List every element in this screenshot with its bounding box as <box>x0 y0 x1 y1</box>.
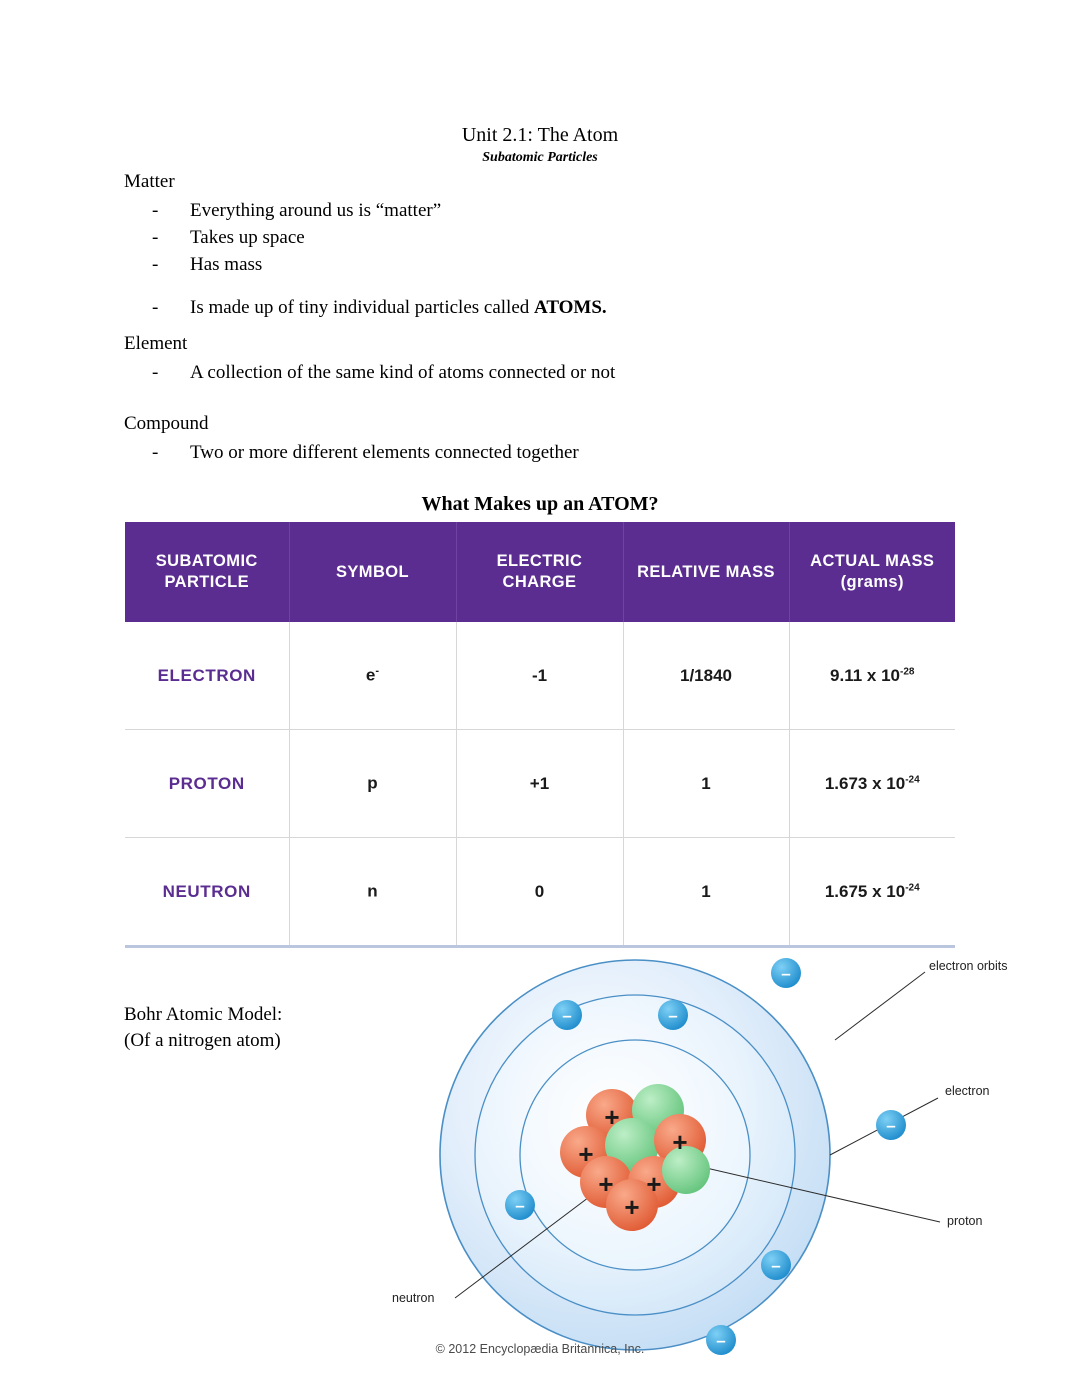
proton-charge-symbol: + <box>604 1102 620 1132</box>
diagram-credit: © 2012 Encyclopædia Britannica, Inc. <box>435 1342 645 1356</box>
cell-relative-mass: 1 <box>623 838 789 946</box>
proton-charge-symbol: + <box>624 1192 640 1222</box>
electron-charge-symbol: – <box>781 964 791 983</box>
list-item-label-atoms <box>190 294 607 321</box>
table-heading: What Makes up an ATOM? <box>421 493 659 515</box>
table-header-row <box>125 522 955 622</box>
column-header-particle <box>125 522 289 622</box>
list-item <box>152 439 579 466</box>
table-row <box>125 838 955 946</box>
electron-charge-symbol: – <box>515 1196 525 1215</box>
list-item-text: Is made up of tiny individual particles called ATOMS. <box>190 297 607 318</box>
proton-charge-symbol: + <box>598 1169 614 1199</box>
electron-charge-symbol: – <box>562 1006 572 1025</box>
actual-mass-base: 1.673 x 10 <box>824 773 906 793</box>
electron-charge-symbol: – <box>668 1006 678 1025</box>
actual-mass-base: 1.675 x 10 <box>824 881 906 901</box>
cell-charge: -1 <box>456 622 623 730</box>
bohr-atomic-model-diagram <box>380 930 1040 1360</box>
list-item-label: Everything around us is “matter” <box>190 200 442 221</box>
column-header-line1: SUBATOMIC <box>155 552 258 571</box>
cell-particle: PROTON <box>125 730 289 838</box>
actual-mass-exponent: -24 <box>905 881 920 893</box>
actual-mass-base: 9.11 x 10 <box>830 665 900 685</box>
cell-charge: +1 <box>456 730 623 838</box>
section-heading-matter: Matter <box>124 171 175 192</box>
column-header-line2: CHARGE <box>502 573 577 591</box>
bullet-list-compound <box>152 439 579 466</box>
column-header-line1: ACTUAL MASS <box>810 552 935 571</box>
list-item <box>152 359 615 386</box>
cell-symbol <box>289 622 456 730</box>
cell-charge: 0 <box>456 838 623 946</box>
section-heading-element: Element <box>124 333 188 354</box>
page-title: Unit 2.1: The Atom <box>461 124 619 146</box>
list-item-label: Two or more different elements connected together <box>190 442 579 463</box>
list-item-label: Has mass <box>190 254 263 275</box>
bohr-model-label-line2: (Of a nitrogen atom) <box>124 1030 281 1051</box>
proton-charge-symbol: + <box>672 1127 688 1157</box>
proton-charge-symbol: + <box>578 1139 594 1169</box>
bullet-list-matter <box>152 197 607 321</box>
bullet-marker: - <box>152 227 159 248</box>
electron-charge-symbol: – <box>771 1256 781 1275</box>
cell-actual-mass <box>789 838 955 946</box>
actual-mass-exponent: -24 <box>905 773 920 785</box>
table-row <box>125 622 955 730</box>
callout-electron: electron <box>945 1084 990 1098</box>
section-heading-compound: Compound <box>124 413 209 434</box>
subatomic-particles-table <box>125 522 955 948</box>
list-item-label: Takes up space <box>190 227 305 248</box>
electron-charge-symbol: – <box>886 1116 896 1135</box>
column-header-line1: SYMBOL <box>336 562 409 581</box>
callout-proton: proton <box>947 1214 983 1228</box>
page-subtitle: Subatomic Particles <box>482 150 598 165</box>
column-header-symbol <box>289 522 456 622</box>
list-item <box>152 251 607 278</box>
cell-relative-mass: 1/1840 <box>623 622 789 730</box>
symbol-text: p <box>367 773 378 793</box>
symbol-text: e <box>365 665 376 685</box>
proton-charge-symbol: + <box>646 1169 662 1199</box>
column-header-line1: ELECTRIC <box>496 552 583 571</box>
cell-actual-mass <box>789 730 955 838</box>
list-item-label: A collection of the same kind of atoms connected or not <box>190 362 616 383</box>
cell-actual-mass <box>789 622 955 730</box>
bullet-marker: - <box>152 362 159 383</box>
leader-line-electron-orbits <box>835 972 925 1040</box>
bullet-marker: - <box>152 442 159 463</box>
cell-particle: ELECTRON <box>125 622 289 730</box>
callout-electron-orbits: electron orbits <box>929 959 1008 973</box>
actual-mass-exponent: -28 <box>900 665 915 677</box>
column-header-line1: RELATIVE MASS <box>637 562 775 581</box>
callout-neutron: neutron <box>392 1291 435 1305</box>
table-row <box>125 730 955 838</box>
cell-symbol <box>289 730 456 838</box>
column-header-relative-mass <box>623 522 789 622</box>
electron-charge-symbol: – <box>716 1331 726 1350</box>
bullet-list-element <box>152 359 615 386</box>
bullet-marker: - <box>152 254 159 275</box>
bullet-marker: - <box>152 200 159 221</box>
column-header-line2: PARTICLE <box>164 573 249 591</box>
symbol-text: n <box>367 881 378 901</box>
cell-relative-mass: 1 <box>623 730 789 838</box>
list-item <box>152 294 607 321</box>
cell-particle: NEUTRON <box>125 838 289 946</box>
symbol-superscript: - <box>375 665 380 678</box>
bohr-model-label-line1: Bohr Atomic Model: <box>124 1004 283 1025</box>
column-header-line2: (grams) <box>840 573 904 591</box>
list-item <box>152 197 607 224</box>
cell-symbol <box>289 838 456 946</box>
bullet-marker: - <box>152 297 159 318</box>
column-header-charge <box>456 522 623 622</box>
column-header-actual-mass <box>789 522 955 622</box>
list-item <box>152 224 607 251</box>
